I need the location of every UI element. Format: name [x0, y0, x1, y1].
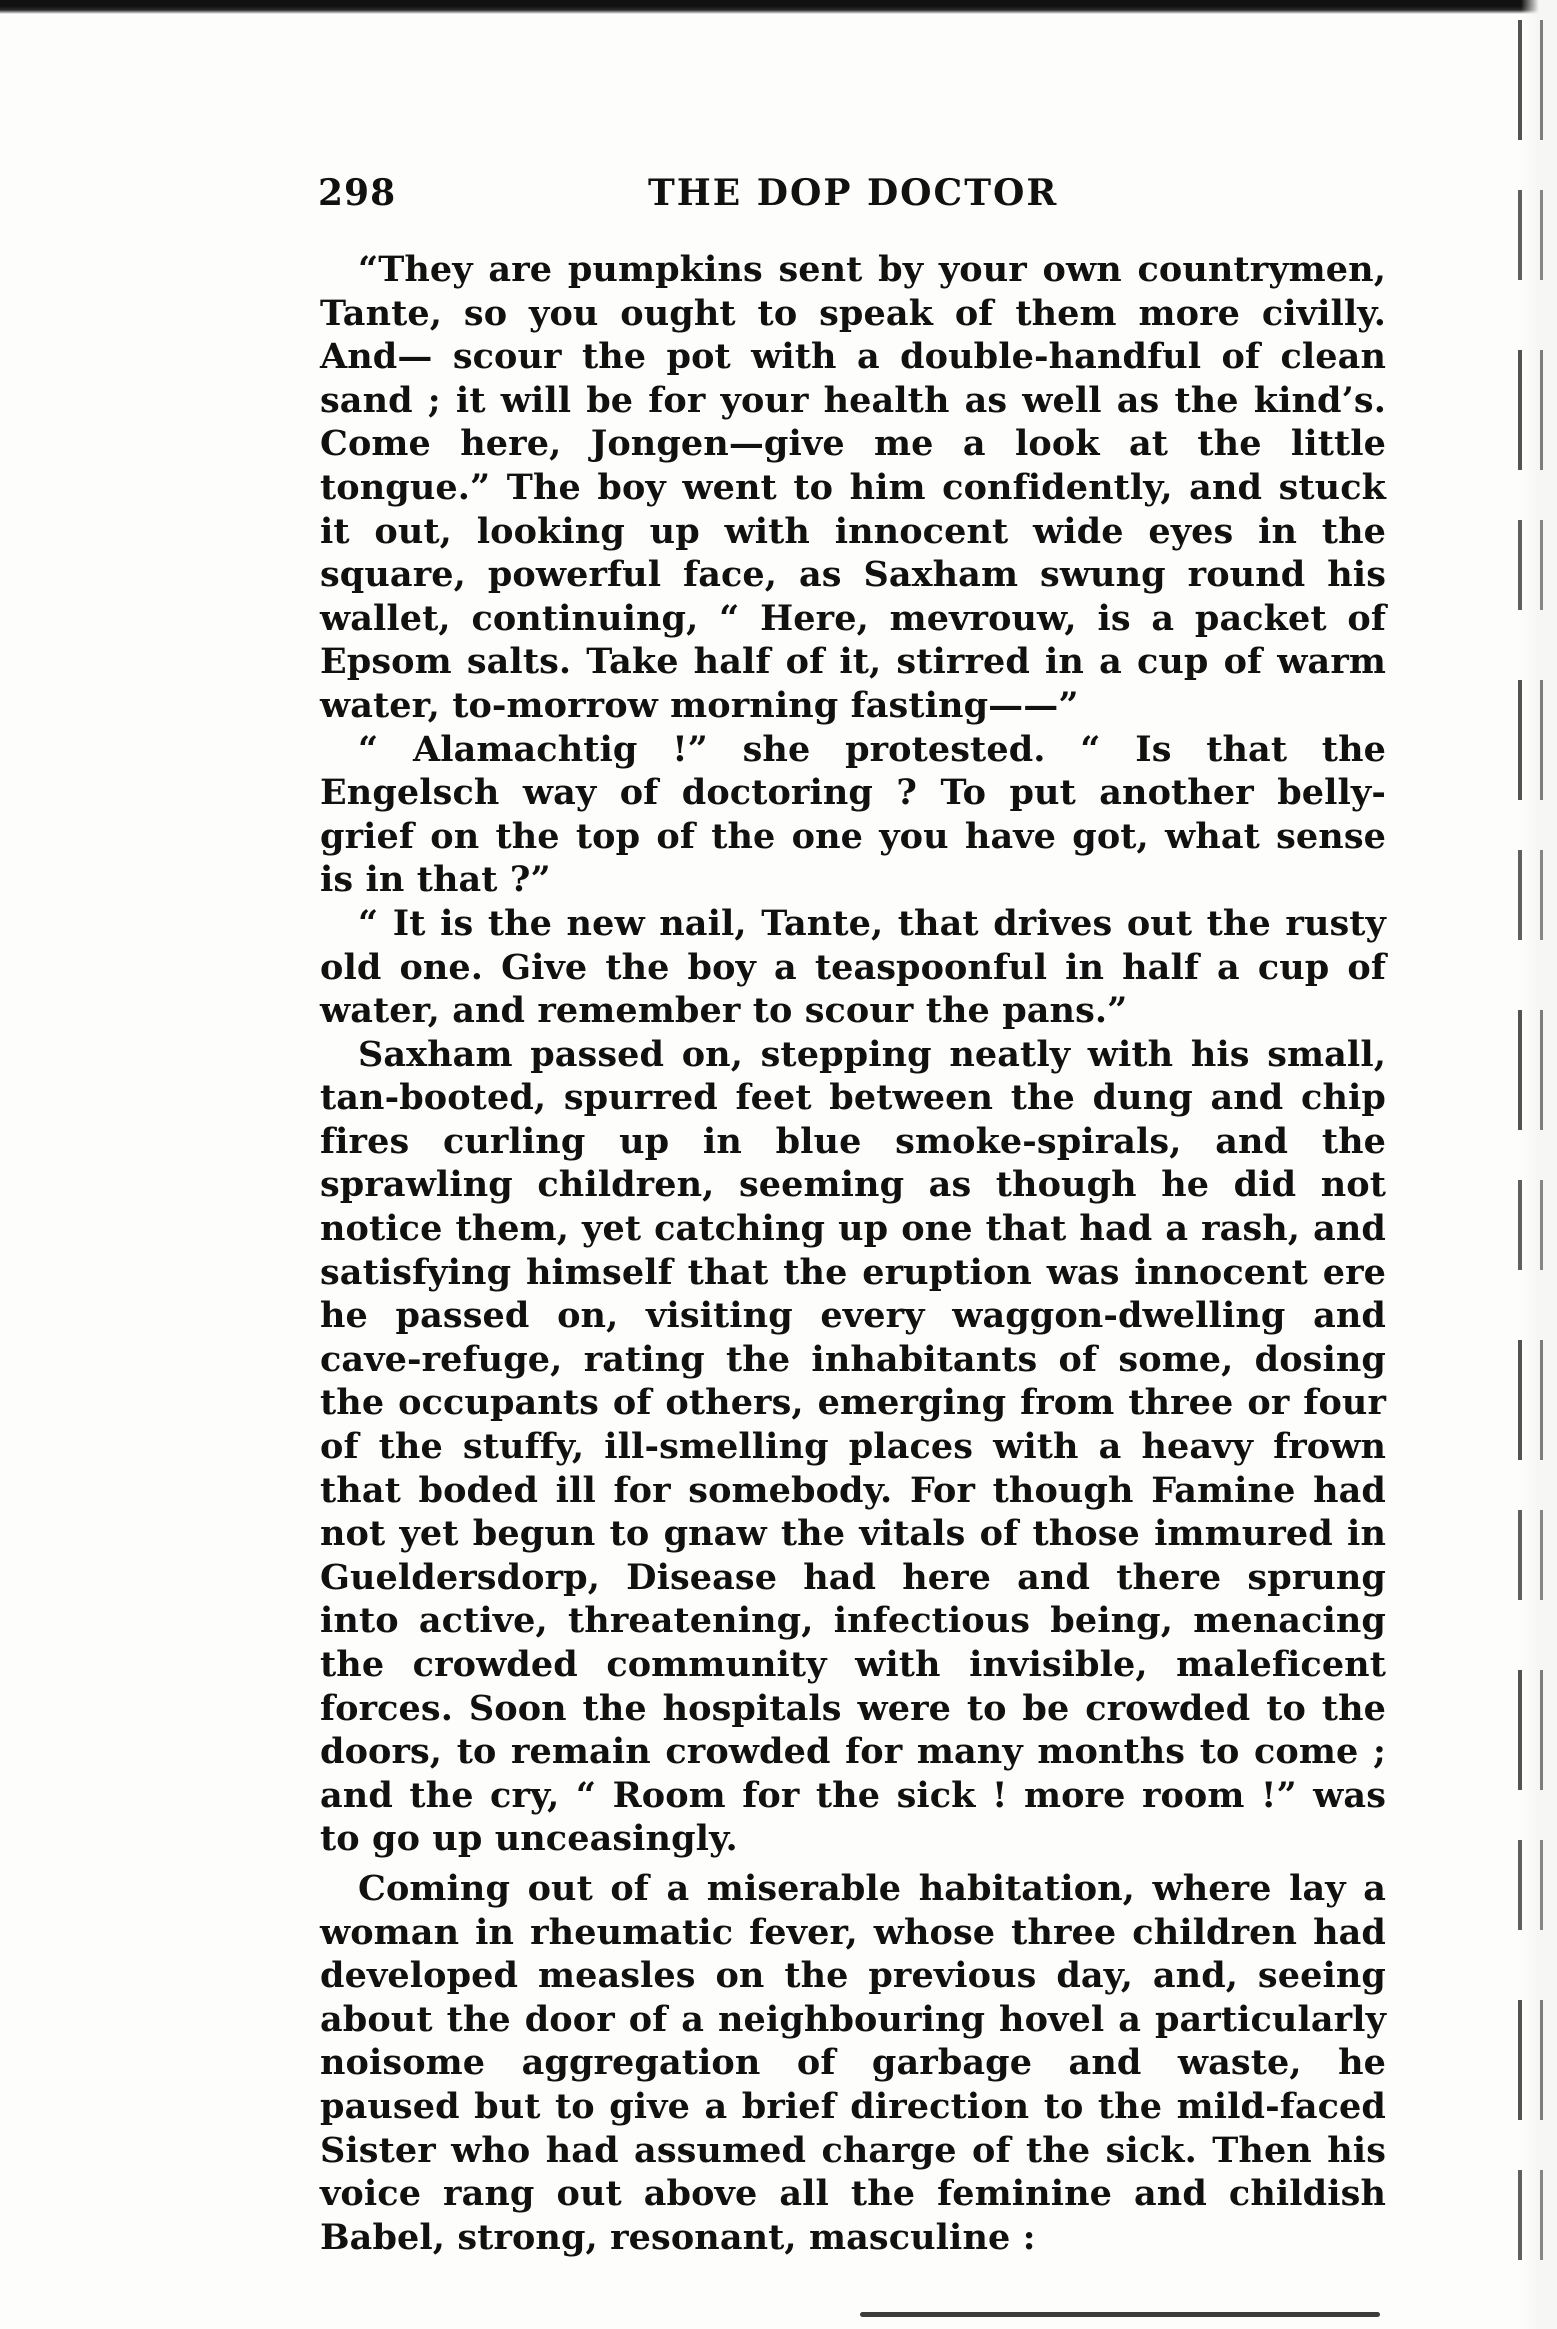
gutter-shadow-line-outer — [1540, 20, 1543, 2310]
body-text — [320, 248, 1386, 2259]
paragraph: Coming out of a miserable habitation, where lay a woman in rheumatic fever, whose three children had developed measles on the previous day, and, seeing about the door of a neighbouring hovel a particularly noisome aggregation of garbage and waste, he paused but to give a brief direction to the mild-faced Sister who had assumed charge of the sick. Then his voice rang out above all the feminine and childish Babel, strong, resonant, masculine : — [320, 1867, 1386, 2258]
scan-edge-top — [0, 0, 1557, 14]
gutter-shadow-line — [1518, 20, 1522, 2310]
running-title: THE DOP DOCTOR — [648, 172, 1059, 214]
paragraph: “ Alamachtig !” she protested. “ Is that the Engelsch way of doctoring ? To put another belly-grief on the top of the one you have got, what sense is in that ?” — [320, 728, 1386, 901]
page-number: 298 — [318, 172, 397, 214]
scan-bottom-mark — [860, 2312, 1380, 2317]
page-header — [318, 172, 1378, 228]
paragraph: Saxham passed on, stepping neatly with his small, tan-booted, spurred feet between the dung and chip fires curling up in blue smoke-spirals, and the sprawling children, seeming as though he did not notice them, yet catching up one that had a rash, and satisfying himself that the eruption was innocent ere he passed on, visiting every waggon-dwelling and cave-refuge, rating the inhabitants of some, dosing the occupants of others, emerging from three or four of the stuffy, ill-smelling places with a heavy frown that boded ill for somebody. For though Famine had not yet begun to gnaw the vitals of those immured in Gueldersdorp, Disease had here and there sprung into active, threatening, infectious being, menacing the crowded community with invisible, maleficent forces. Soon the hospitals were to be crowded to the doors, to remain crowded for many months to come ; and the cry, “ Room for the sick ! more room !” was to go up unceasingly. — [320, 1033, 1386, 1860]
scan-edge-right — [1521, 0, 1557, 2329]
paragraph: “ It is the new nail, Tante, that drives out the rusty old one. Give the boy a teaspoonful in half a cup of water, and remember to scour the pans.” — [320, 902, 1386, 1032]
paragraph: “They are pumpkins sent by your own countrymen, Tante, so you ought to speak of them more civilly. And— scour the pot with a double-handful of clean sand ; it will be for your health as well as the kind’s. Come here, Jongen—give me a look at the little tongue.” The boy went to him confidently, and stuck it out, looking up with innocent wide eyes in the square, powerful face, as Saxham swung round his wallet, continuing, “ Here, mevrouw, is a packet of Epsom salts. Take half of it, stirred in a cup of warm water, to-morrow morning fasting——” — [320, 249, 1386, 726]
